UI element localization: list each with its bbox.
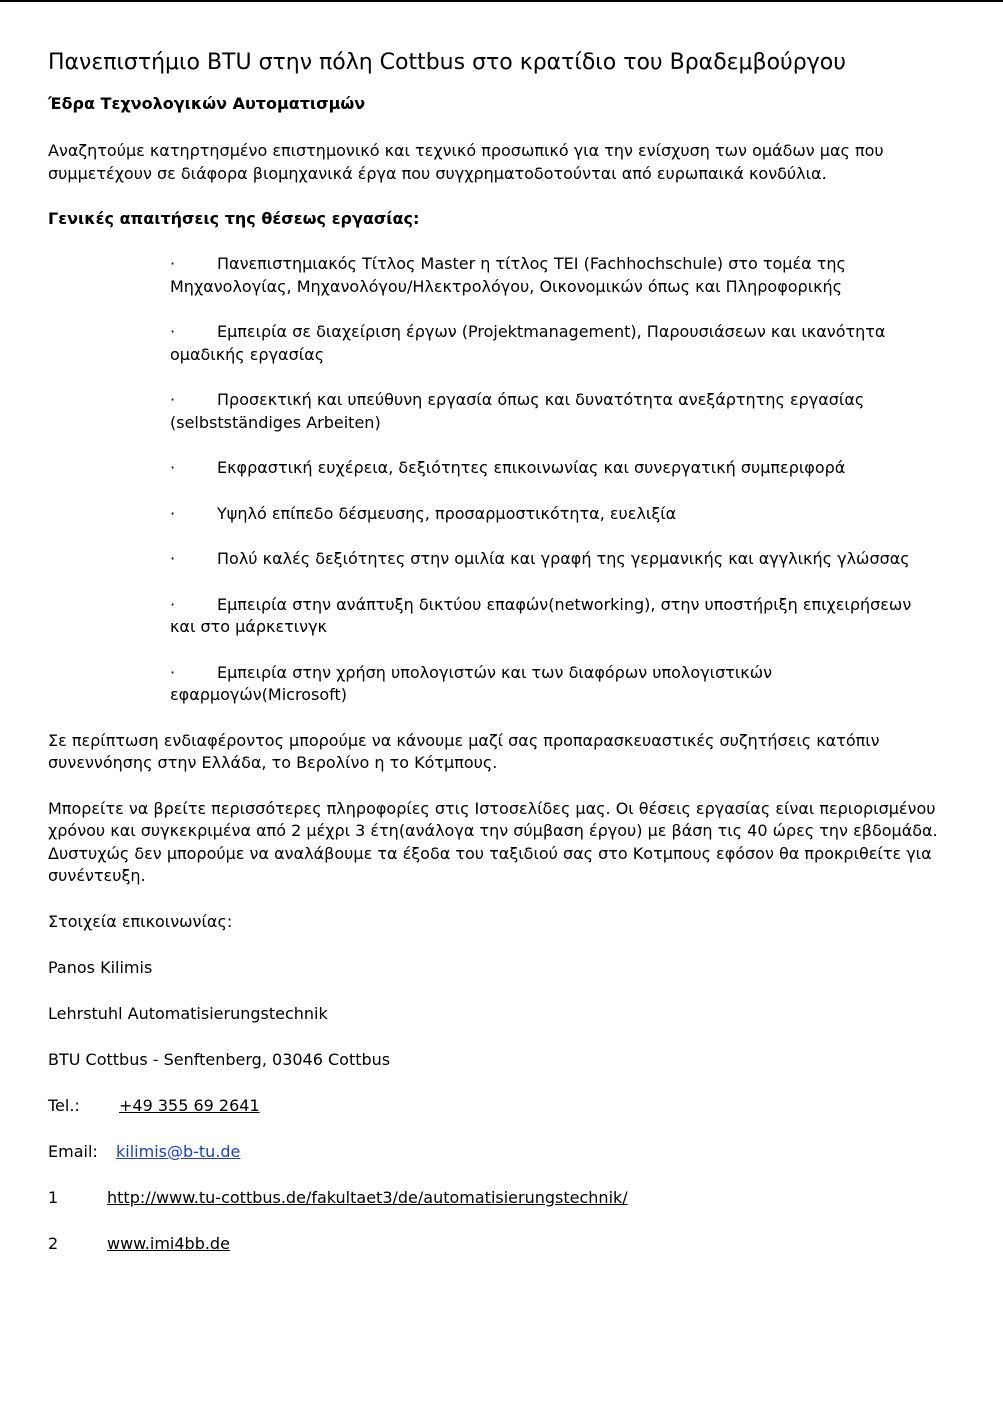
bullet-icon: ·	[170, 254, 176, 273]
info-paragraph: Μπορείτε να βρείτε περισσότερες πληροφορίες στις Ιστοσελίδες μας. Οι θέσεις εργασίας είναι περιορισμένου χρόνου και συγκεκριμένα από 2 μέχρι 3 έτη(ανάλογα την σύμβαση έργου) με βάση τις 40 ώρες την εβδομάδα. Δυστυχώς δεν μπορούμε να αναλάβουμε τα έξοδα του ταξιδιού σας στο Κοτμπους εφόσον θα προκριθείτε για συνέντευξη.	[48, 798, 938, 885]
list-item	[170, 457, 930, 480]
intro-paragraph: Αναζητούμε κατηρτησμένο επιστημονικό και τεχνικό προσωπικό για την ενίσχυση των ομάδων μας που συμμετέχουν σε διάφορα βιομηχανικά έργα που συγχρηματοδοτούνται από ευρωπαικά κονδύλια.	[48, 141, 884, 183]
bullet-icon: ·	[170, 322, 176, 341]
requirement-text: Υψηλό επίπεδο δέσμευσης, προσαρμοστικότητα, ευελιξία	[217, 503, 677, 523]
contact-phone-row	[48, 1095, 948, 1117]
phone-link[interactable]: +49 355 69 2641	[119, 1095, 260, 1115]
list-item	[170, 662, 930, 707]
bullet-icon: ·	[170, 390, 176, 409]
footnote-link-row	[48, 1233, 948, 1255]
list-item	[170, 548, 930, 571]
document-title: Πανεπιστήμιο BTU στην πόλη Cottbus στο κρατίδιο του Βραδεμβούργου	[48, 50, 846, 75]
requirement-text: Προσεκτική και υπεύθυνη εργασία όπως και δυνατότητα ανεξάρτητης εργασίας (selbstständiges Arbeiten)	[170, 390, 865, 432]
footnote-link-row	[48, 1187, 948, 1209]
document-page	[48, 48, 948, 1279]
list-item	[170, 389, 930, 434]
chair-subtitle: Έδρα Τεχνολογικών Αυτοματισμών	[48, 94, 366, 113]
imi4bb-url-link[interactable]: www.imi4bb.de	[107, 1233, 230, 1253]
bullet-icon: ·	[170, 662, 176, 682]
contact-name: Panos Kilimis	[48, 957, 153, 977]
contact-email-row	[48, 1141, 948, 1163]
requirement-text: Εμπειρία στην χρήση υπολογιστών και των διαφόρων υπολογιστικών εφαρμογών(Microsoft)	[170, 662, 773, 704]
requirement-text: Εμπειρία σε διαχείριση έργων (Projektmanagement), Παρουσιάσεων και ικανότητα ομαδικής εργασίας	[170, 322, 886, 364]
phone-label: Tel.:	[48, 1095, 80, 1115]
email-link[interactable]: kilimis@b-tu.de	[116, 1141, 241, 1161]
requirement-text: Εμπειρία στην ανάπτυξη δικτύου επαφών(networking), στην υποστήριξη επιχειρήσεων και στο μάρκετινγκ	[170, 594, 912, 636]
footnote-number: 1	[48, 1187, 59, 1207]
requirements-list	[48, 253, 930, 707]
top-border-line	[0, 0, 1003, 2]
university-url-link[interactable]: http://www.tu-cottbus.de/fakultaet3/de/automatisierungstechnik/	[107, 1187, 628, 1207]
list-item	[170, 594, 930, 639]
contact-department: Lehrstuhl Automatisierungstechnik	[48, 1003, 328, 1023]
interview-paragraph: Σε περίπτωση ενδιαφέροντος μπορούμε να κάνουμε μαζί σας προπαρασκευαστικές συζητήσεις κατόπιν συνεννόησης στην Ελλάδα, το Βερολίνο η το Κότμπους.	[48, 730, 880, 772]
requirement-text: Πολύ καλές δεξιότητες στην ομιλία και γραφή της γερμανικής και αγγλικής γλώσσας	[217, 549, 910, 568]
list-item	[170, 253, 930, 298]
contact-address: BTU Cottbus - Senftenberg, 03046 Cottbus	[48, 1049, 391, 1069]
requirements-heading: Γενικές απαιτήσεις της θέσεως εργασίας:	[48, 209, 420, 228]
contact-heading: Στοιχεία επικοινωνίας:	[48, 911, 233, 931]
list-item	[170, 503, 930, 526]
bullet-icon: ·	[170, 503, 176, 523]
bullet-icon: ·	[170, 458, 176, 477]
bullet-icon: ·	[170, 549, 176, 568]
requirement-text: Πανεπιστημιακός Τίτλος Master η τίτλος TEI (Fachhochschule) στο τομέα της Μηχανολογίας, Μηχανολόγου/Ηλεκτρολόγου, Οικονομικών όπως και Πληροφορικής	[170, 254, 846, 296]
requirement-text: Εκφραστική ευχέρεια, δεξιότητες επικοινωνίας και συνεργατική συμπεριφορά	[217, 458, 846, 477]
email-label: Email:	[48, 1141, 98, 1161]
list-item	[170, 321, 930, 366]
bullet-icon: ·	[170, 594, 176, 614]
footnote-number: 2	[48, 1233, 59, 1253]
